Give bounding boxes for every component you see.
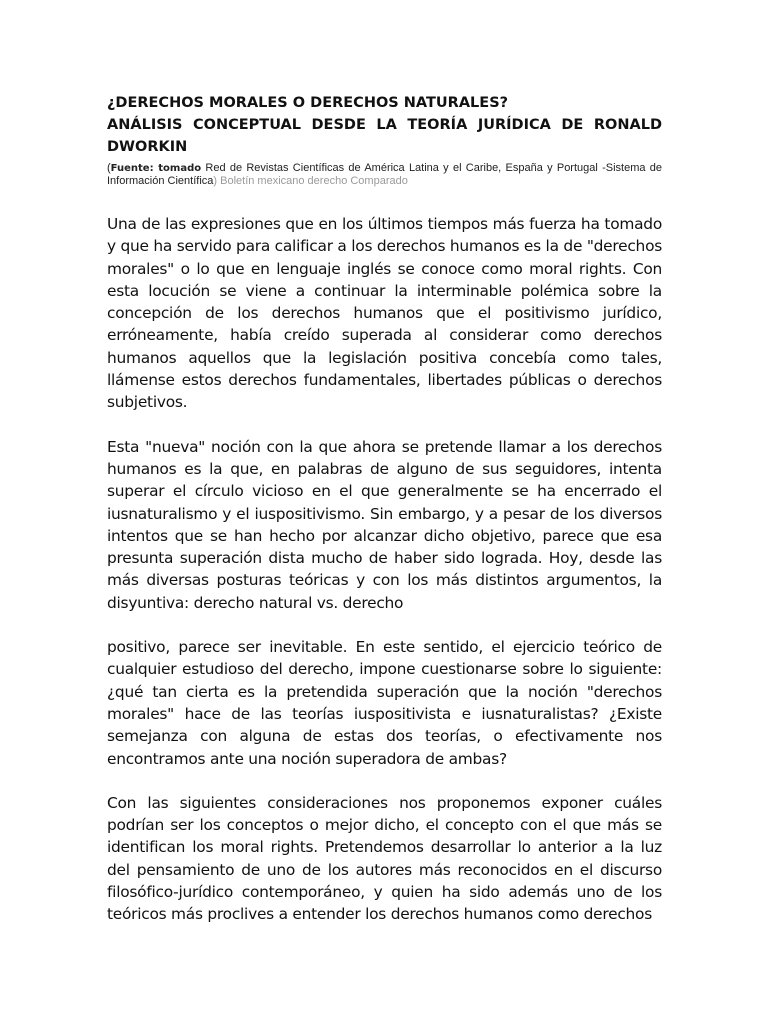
paragraph-4: Con las siguientes consideraciones nos proponemos exponer cuáles podrían ser los conceptos o mejor dicho, el concepto con el que más se identifican los moral rights. Pretendemos desarrollar lo anterior a la luz del pensamiento de uno de los autores más reconocidos en el discurso filosófico-jurídico contemporáneo, y quien ha sido además uno de los teóricos más proclives a entender los derechos humanos como derechos: [107, 793, 662, 924]
document-page: [107, 92, 662, 926]
source-open-paren: (: [107, 162, 111, 174]
source-journal: Boletín mexicano derecho Comparado: [217, 175, 408, 187]
document-subtitle: ANÁLISIS CONCEPTUAL DESDE LA TEORÍA JURÍDICA DE RONALD DWORKIN: [107, 117, 662, 155]
paragraph-2: Esta "nueva" noción con la que ahora se pretende llamar a los derechos humanos es la que, en palabras de alguno de sus seguidores, intenta superar el círculo vicioso en el que generalmente se ha encerrado el iusnaturalismo y el iuspositivismo. Sin embargo, y a pesar de los diversos intentos que se han hecho por alcanzar dicho objetivo, parece que esa presunta superación dista mucho de haber sido lograda. Hoy, desde las más diversas posturas teóricas y con los más distintos argumentos, la disyuntiva: derecho natural vs. derecho: [107, 437, 662, 612]
source-label: Fuente: tomado: [110, 163, 202, 174]
source-text: Red de Revistas Científicas de América Latina y el Caribe, España y Portugal -Sistema de Información Científica: [107, 162, 662, 187]
document-title: ¿DERECHOS MORALES O DERECHOS NATURALES?: [107, 95, 509, 111]
paragraph-1: Una de las expresiones que en los últimos tiempos más fuerza ha tomado y que ha servido para calificar a los derechos humanos es la de "derechos morales" o lo que en lenguaje inglés se conoce como moral rights. Con esta locución se viene a continuar la interminable polémica sobre la concepción de los derechos humanos que el positivismo jurídico, erróneamente, había creído superada al considerar como derechos humanos aquellos que la legislación positiva concebía como tales, llámense estos derechos fundamentales, libertades públicas o derechos subjetivos.: [107, 215, 662, 412]
source-citation: [107, 162, 662, 188]
paragraph-3: positivo, parece ser inevitable. En este sentido, el ejercicio teórico de cualquier estudioso del derecho, impone cuestionarse sobre lo siguiente: ¿qué tan cierta es la pretendida superación que la noción "derechos morales" hace de las teorías iuspositivista e iusnaturalistas? ¿Existe semejanza con alguna de estas dos teorías, o efectivamente nos encontramos ante una noción superadora de ambas?: [107, 638, 662, 768]
source-close-paren: ): [213, 175, 218, 187]
